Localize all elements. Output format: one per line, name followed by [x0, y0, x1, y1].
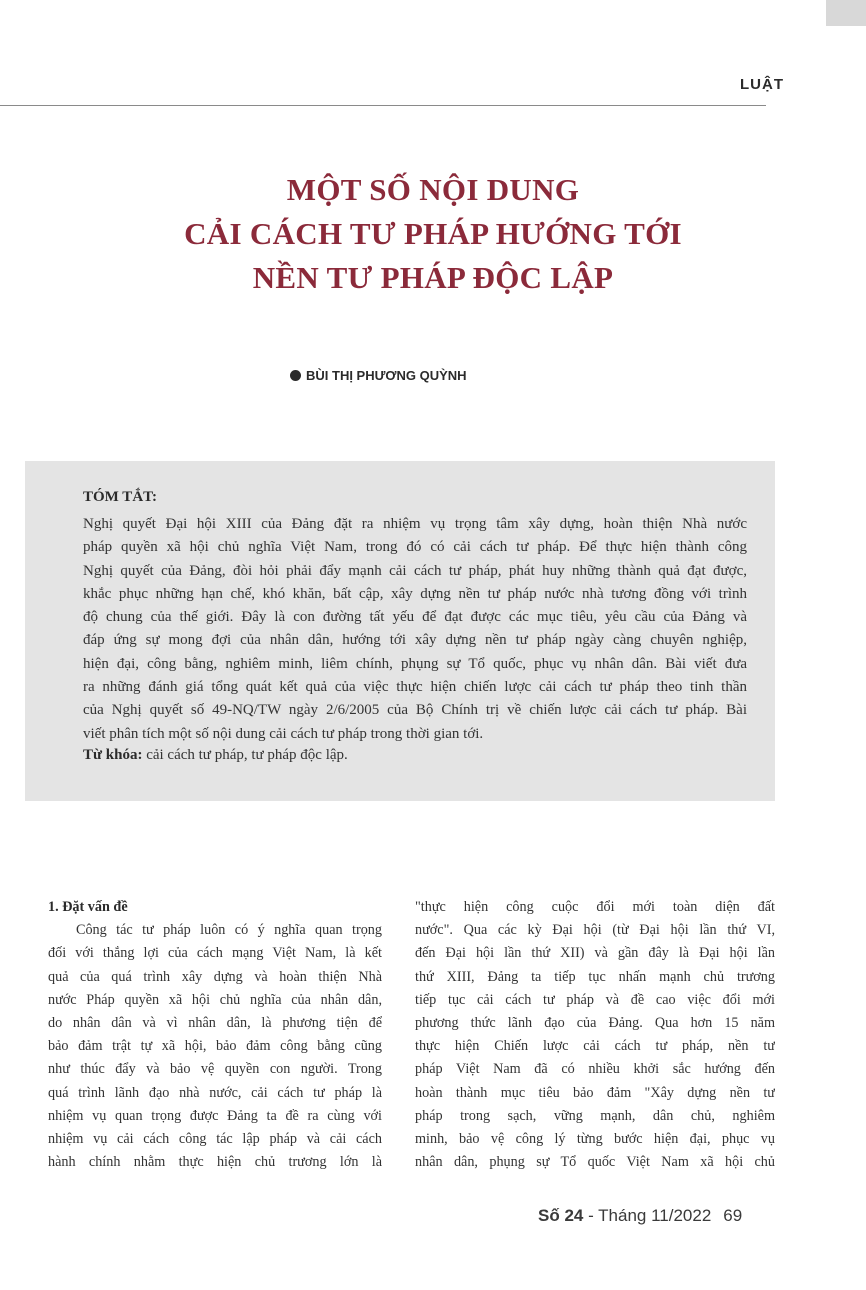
body-line: đối với thắng lợi của cách mạng Việt Nam, là kết — [48, 945, 382, 962]
section-label: LUẬT — [740, 76, 784, 93]
body-line: Công tác tư pháp luôn có ý nghĩa quan trọng — [76, 922, 382, 939]
title-line-3: NỀN TƯ PHÁP ĐỘC LẬP — [252, 260, 614, 295]
title-line-1: MỘT SỐ NỘI DUNG — [286, 172, 580, 207]
keywords — [83, 747, 348, 764]
page-number: 69 — [723, 1206, 743, 1225]
abstract-box — [25, 461, 775, 801]
body-line: bảo đảm trật tự xã hội, bảo đảm công bằng cũng — [48, 1038, 382, 1055]
keywords-label: Từ khóa: — [83, 747, 143, 763]
body-line: pháp Việt Nam đã có nhiều khởi sắc hướng đến — [415, 1061, 775, 1078]
abstract-line: độ chung của thế giới. Đây là con đường tất yếu để đạt được các mục tiêu, yêu cầu của Đảng và — [83, 609, 747, 626]
author-byline — [290, 368, 467, 383]
keywords-text: cải cách tư pháp, tư pháp độc lập. — [142, 747, 348, 763]
abstract-line: Nghị quyết Đại hội XIII của Đảng đặt ra nhiệm vụ trọng tâm xây dựng, hoàn thiện Nhà nước — [83, 516, 747, 532]
body-line: nước". Qua các kỳ Đại hội (từ Đại hội lần thứ VI, — [415, 922, 775, 939]
issue-date: - Tháng 11/2022 — [583, 1206, 712, 1225]
author-name: BÙI THỊ PHƯƠNG QUỲNH — [306, 368, 467, 383]
body-line: đến Đại hội lần thứ XII) và gần đây là Đại hội lần — [415, 945, 775, 962]
abstract-text — [83, 513, 747, 746]
section-heading: 1. Đặt vấn đề — [48, 899, 128, 915]
body-line: quả của quá trình xây dựng và hoàn thiện Nhà — [48, 968, 382, 985]
body-line: phương thức lãnh đạo của Đảng. Qua hơn 15 năm — [415, 1015, 775, 1032]
issue-label: Số 24 — [538, 1206, 584, 1225]
page-edge-mark — [826, 0, 866, 26]
body-line: thực hiện Chiến lược cải cách tư pháp, nền tư — [415, 1038, 775, 1055]
abstract-line: hiện đại, công bằng, nghiêm minh, liêm chính, phụng sự Tổ quốc, phục vụ nhân dân. Bài viết đưa — [83, 655, 747, 672]
body-line: "thực hiện công cuộc đổi mới toàn diện đất — [415, 899, 775, 915]
abstract-heading: TÓM TẮT: — [83, 489, 158, 505]
body-line: nhiệm vụ cải cách công tác lập pháp và cải cách — [48, 1131, 382, 1148]
body-column-right — [415, 896, 775, 1174]
abstract-line: viết phân tích một số nội dung cải cách tư pháp trong thời gian tới. — [83, 725, 484, 742]
bullet-icon — [290, 370, 301, 381]
header-rule — [0, 105, 766, 106]
abstract-line: đáp ứng sự mong đợi của nhân dân, hướng tới xây dựng nền tư pháp ngày càng chuyên nghiệp, — [83, 632, 747, 649]
body-line: hành chính nhằm thực hiện chủ trương lớn là — [48, 1154, 382, 1171]
abstract-line: Nghị quyết của Đảng, đòi hỏi phải đẩy mạnh cải cách tư pháp, phát huy những thành quả đạt được, — [83, 562, 747, 579]
body-line: quá trình lãnh đạo nhà nước, cải cách tư pháp là — [48, 1084, 382, 1101]
body-line: nhiệm vụ quan trọng được Đảng ta đề ra cùng với — [48, 1107, 382, 1124]
body-line: như thúc đẩy và bảo vệ quyền con người. Trong — [48, 1061, 382, 1078]
article-title — [0, 168, 866, 300]
abstract-line: của Nghị quyết số 49-NQ/TW ngày 2/6/2005 của Bộ Chính trị về chiến lược cải cách tư pháp. Bài — [83, 702, 747, 719]
body-line: nước Pháp quyền xã hội chủ nghĩa của nhân dân, — [48, 991, 382, 1008]
body-line: pháp trong sạch, vững mạnh, dân chủ, nghiêm — [415, 1107, 775, 1124]
body-line: thứ XIII, Đảng ta tiếp tục nhấn mạnh chủ trương — [415, 968, 775, 985]
page-footer — [538, 1206, 742, 1226]
abstract-line: khắc phục những hạn chế, khó khăn, bất cập, xây dựng nền tư pháp nước nhà tương đồng với trình — [83, 585, 747, 602]
body-line: hoàn thành mục tiêu bảo đảm "Xây dựng nền tư — [415, 1084, 775, 1101]
body-line: tiếp tục cải cách tư pháp và đề cao việc đổi mới — [415, 991, 775, 1008]
body-line: do nhân dân và vì nhân dân, là phương tiện để — [48, 1015, 382, 1032]
abstract-line: pháp quyền xã hội chủ nghĩa Việt Nam, trong đó có cải cách tư pháp. Để thực hiện thành công — [83, 539, 747, 556]
body-column-left — [48, 896, 382, 1174]
abstract-line: ra những đánh giá tổng quát kết quả của việc thực hiện chiến lược cải cách tư pháp theo tinh thần — [83, 679, 747, 696]
body-line: minh, bảo vệ công lý từng bước hiện đại, phục vụ — [415, 1131, 775, 1148]
body-line: nhân dân, phụng sự Tổ quốc Việt Nam xã hội chủ — [415, 1154, 775, 1171]
title-line-2: CẢI CÁCH TƯ PHÁP HƯỚNG TỚI — [184, 216, 682, 251]
